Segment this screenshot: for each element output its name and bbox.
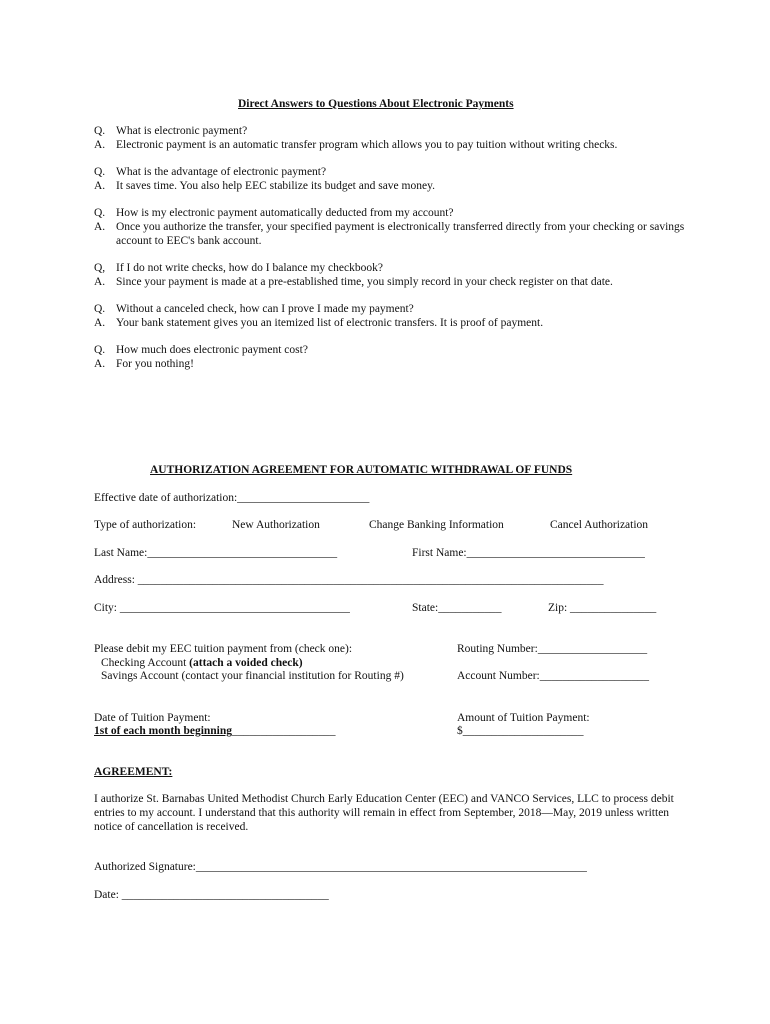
amount-label: Amount of Tuition Payment: — [457, 712, 590, 724]
question-text: What is electronic payment? — [116, 125, 248, 137]
faq-item — [94, 165, 694, 193]
amount-field[interactable]: $_____________________ — [457, 725, 584, 737]
last-name-field[interactable]: Last Name:_________________________________ — [94, 547, 338, 559]
question-text: Without a canceled check, how can I prove I made my payment? — [116, 303, 414, 315]
option-new-authorization[interactable]: New Authorization — [232, 519, 320, 531]
savings-account-option[interactable]: Savings Account (contact your financial institution for Routing #) — [101, 670, 404, 682]
address-field[interactable]: Address: _________________________________________________________________________________ — [94, 574, 604, 586]
tuition-date-value: 1st of each month beginning — [94, 725, 233, 737]
question-text: What is the advantage of electronic payment? — [116, 166, 327, 178]
state-field[interactable]: State:___________ — [412, 602, 502, 614]
zip-field[interactable]: Zip: _______________ — [548, 602, 657, 614]
answer-text: Your bank statement gives you an itemized list of electronic transfers. It is proof of payment. — [116, 317, 544, 329]
answer-label: A. — [94, 358, 106, 370]
question-label: Q. — [94, 166, 106, 178]
faq-item — [94, 302, 694, 330]
signature-date-field[interactable]: Date: ____________________________________ — [94, 889, 329, 901]
answer-label: A. — [94, 180, 106, 192]
question-text: How is my electronic payment automatically deducted from my account? — [116, 207, 454, 219]
effective-date-field[interactable]: Effective date of authorization:_______________________ — [94, 492, 370, 504]
checking-account-label: Checking Account — [101, 657, 190, 669]
answer-label: A. — [94, 317, 106, 329]
answer-text: For you nothing! — [116, 358, 194, 370]
question-label: Q, — [94, 262, 106, 274]
answer-label: A. — [94, 276, 106, 288]
tuition-date-blank: __________________ — [232, 725, 336, 737]
signature-field[interactable]: Authorized Signature:____________________________________________________________________ — [94, 861, 587, 873]
checking-account-note: (attach a voided check) — [189, 657, 303, 669]
answer-text: It saves time. You also help EEC stabilize its budget and save money. — [116, 180, 435, 192]
first-name-field[interactable]: First Name:_______________________________ — [412, 547, 645, 559]
question-text: How much does electronic payment cost? — [116, 344, 308, 356]
question-label: Q. — [94, 344, 106, 356]
faq-item — [94, 206, 694, 248]
question-label: Q. — [94, 207, 106, 219]
faq-item — [94, 261, 694, 289]
city-field[interactable]: City: ________________________________________ — [94, 602, 350, 614]
routing-number-field[interactable]: Routing Number:___________________ — [457, 643, 648, 655]
agreement-title: AGREEMENT: — [94, 766, 173, 778]
faq-item — [94, 124, 694, 152]
faq-title: Direct Answers to Questions About Electronic Payments — [238, 98, 514, 110]
answer-text: Electronic payment is an automatic transfer program which allows you to pay tuition without writing checks. — [116, 139, 618, 151]
question-text: If I do not write checks, how do I balance my checkbook? — [116, 262, 383, 274]
answer-text: Once you authorize the transfer, your specified payment is electronically transferred directly from your checking or savings account to EEC's bank account. — [116, 221, 685, 247]
agreement-text: I authorize St. Barnabas United Methodist Church Early Education Center (EEC) and VANCO Services, LLC to process debit entries to my account. I understand that this authority will remain in effect from September, 2018—May, 2019 unless written notice of cancellation is received. — [94, 793, 674, 833]
question-label: Q. — [94, 125, 106, 137]
faq-item — [94, 343, 694, 371]
checking-account-option[interactable] — [101, 656, 303, 670]
answer-label: A. — [94, 221, 106, 233]
account-number-field[interactable]: Account Number:___________________ — [457, 670, 649, 682]
tuition-date-field[interactable] — [94, 724, 336, 738]
option-cancel-authorization[interactable]: Cancel Authorization — [550, 519, 649, 531]
tuition-date-label: Date of Tuition Payment: — [94, 712, 211, 724]
question-label: Q. — [94, 303, 106, 315]
authorization-type-label: Type of authorization: — [94, 519, 197, 531]
answer-text: Since your payment is made at a pre-established time, you simply record in your check register on that date. — [116, 276, 613, 288]
option-change-banking[interactable]: Change Banking Information — [369, 519, 504, 531]
debit-intro: Please debit my EEC tuition payment from (check one): — [94, 643, 353, 655]
faq-list — [94, 124, 694, 371]
answer-label: A. — [94, 139, 106, 151]
form-title: AUTHORIZATION AGREEMENT FOR AUTOMATIC WITHDRAWAL OF FUNDS — [150, 464, 573, 476]
